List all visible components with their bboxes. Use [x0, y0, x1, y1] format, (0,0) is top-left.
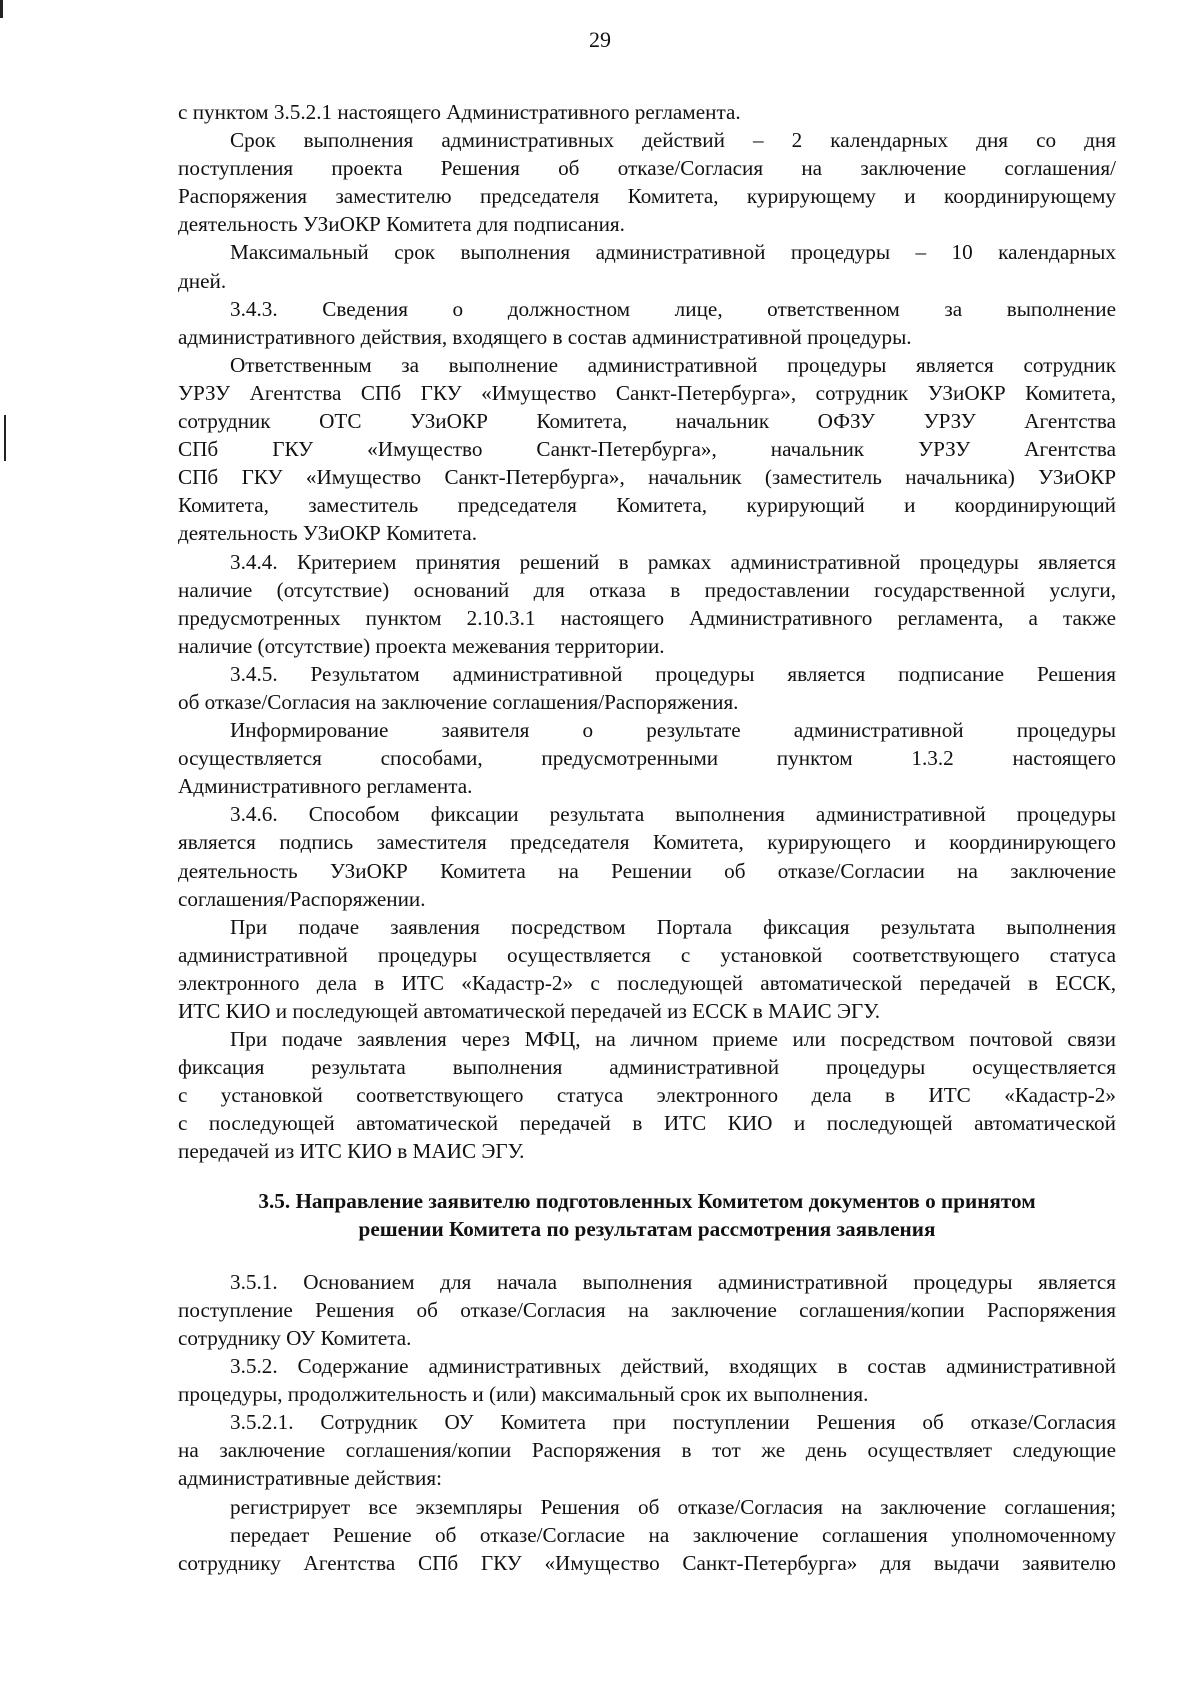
heading-line: решении Комитета по результатам рассмотрения заявления	[358, 1216, 936, 1241]
text-line: об отказе/Согласия на заключение соглашения/Распоряжения.	[178, 689, 739, 714]
text-line: сотруднику ОУ Комитета.	[178, 1325, 412, 1350]
text-line: УРЗУ Агентства СПб ГКУ «Имущество Санкт-Петербурга», сотрудник УЗиОКР Комитета,	[178, 380, 1116, 405]
paragraph	[178, 1352, 1116, 1408]
scan-artifact-left	[4, 415, 6, 461]
text-line: Максимальный срок выполнения административной процедуры – 10 календарных	[230, 240, 1116, 265]
paragraph	[178, 548, 1116, 660]
text-line: с установкой соответствующего статуса электронного дела в ИТС «Кадастр-2»	[178, 1083, 1116, 1108]
text-line: административной процедуры осуществляется с установкой соответствующего статуса	[178, 942, 1116, 967]
paragraph	[178, 1493, 1116, 1521]
text-line: фиксация результата выполнения административной процедуры осуществляется	[178, 1055, 1116, 1080]
text-line: электронного дела в ИТС «Кадастр-2» с последующей автоматической передачей в ЕССК,	[178, 970, 1116, 995]
text-line: Срок выполнения административных действий – 2 календарных дня со дня	[230, 128, 1116, 153]
text-line: 3.4.4. Критерием принятия решений в рамках административной процедуры является	[230, 549, 1116, 574]
text-line: При подаче заявления через МФЦ, на личном приеме или посредством почтовой связи	[230, 1027, 1116, 1052]
paragraph	[178, 800, 1116, 912]
text-line: регистрирует все экземпляры Решения об отказе/Согласия на заключение соглашения;	[230, 1494, 1116, 1519]
text-line: наличие (отсутствие) оснований для отказа в предоставлении государственной услуги,	[178, 577, 1116, 602]
text-line: Ответственным за выполнение административной процедуры является сотрудник	[230, 352, 1116, 377]
text-line: деятельность УЗиОКР Комитета для подписания.	[178, 212, 625, 237]
page-number: 29	[589, 27, 611, 52]
text-line: деятельность УЗиОКР Комитета на Решении об отказе/Согласии на заключение	[178, 858, 1116, 883]
section-heading	[178, 1187, 1116, 1243]
text-line: При подаче заявления посредством Портала фиксация результата выполнения	[230, 914, 1116, 939]
paragraph	[178, 295, 1116, 351]
text-line: административного действия, входящего в состав административной процедуры.	[178, 324, 912, 349]
text-line: предусмотренных пунктом 2.10.3.1 настоящего Административного регламента, а также	[178, 605, 1116, 630]
text-line: СПб ГКУ «Имущество Санкт-Петербурга», начальник (заместитель начальника) УЗиОКР	[178, 465, 1116, 490]
text-line: 3.5.2. Содержание административных действий, входящих в состав административной	[230, 1354, 1116, 1379]
text-line: административные действия:	[178, 1466, 443, 1491]
text-line: с последующей автоматической передачей в ИТС КИО и последующей автоматической	[178, 1111, 1116, 1136]
text-line: поступления проекта Решения об отказе/Согласия на заключение соглашения/	[178, 156, 1116, 181]
heading-line: 3.5. Направление заявителю подготовленных Комитетом документов о принятом	[258, 1188, 1036, 1213]
text-line: деятельность УЗиОКР Комитета.	[178, 521, 477, 546]
text-line: на заключение соглашения/копии Распоряжения в тот же день осуществляет следующие	[178, 1438, 1116, 1463]
text-line: является подпись заместителя председателя Комитета, курирующего и координирующего	[178, 830, 1116, 855]
text-line: СПб ГКУ «Имущество Санкт-Петербурга», начальник УРЗУ Агентства	[178, 437, 1116, 462]
paragraph	[178, 98, 1116, 126]
text-line: сотрудник ОТС УЗиОКР Комитета, начальник ОФЗУ УРЗУ Агентства	[178, 409, 1116, 434]
text-line: осуществляется способами, предусмотренными пунктом 1.3.2 настоящего	[178, 746, 1116, 771]
paragraph	[178, 1521, 1116, 1577]
text-line: 3.4.3. Сведения о должностном лице, ответственном за выполнение	[230, 296, 1116, 321]
text-line: соглашения/Распоряжении.	[178, 886, 426, 911]
text-line: поступление Решения об отказе/Согласия на заключение соглашения/копии Распоряжения	[178, 1297, 1116, 1322]
text-line: передачей из ИТС КИО в МАИС ЭГУ.	[178, 1139, 525, 1164]
paragraph	[178, 1408, 1116, 1492]
text-line: 3.5.2.1. Сотрудник ОУ Комитета при поступлении Решения об отказе/Согласия	[230, 1410, 1116, 1435]
paragraph	[178, 1025, 1116, 1165]
paragraph	[178, 716, 1116, 800]
scan-artifact-top	[0, 0, 3, 18]
paragraph	[178, 126, 1116, 238]
text-line: наличие (отсутствие) проекта межевания территории.	[178, 633, 665, 658]
text-line: 3.5.1. Основанием для начала выполнения административной процедуры является	[230, 1269, 1116, 1294]
text-line: передает Решение об отказе/Согласие на заключение соглашения уполномоченному	[230, 1522, 1116, 1547]
text-line: процедуры, продолжительность и (или) максимальный срок их выполнения.	[178, 1382, 869, 1407]
text-line: Комитета, заместитель председателя Комитета, курирующий и координирующий	[178, 493, 1116, 518]
text-line: Распоряжения заместителю председателя Комитета, курирующему и координирующему	[178, 184, 1116, 209]
paragraph	[178, 913, 1116, 1025]
text-line: с пунктом 3.5.2.1 настоящего Административного регламента.	[178, 100, 741, 124]
text-line: 3.4.6. Способом фиксации результата выполнения административной процедуры	[230, 802, 1116, 827]
text-line: ИТС КИО и последующей автоматической передачей из ЕССК в МАИС ЭГУ.	[178, 999, 881, 1023]
text-line: 3.4.5. Результатом административной процедуры является подписание Решения	[230, 661, 1116, 686]
paragraph	[178, 660, 1116, 716]
text-line: Информирование заявителя о результате административной процедуры	[230, 718, 1116, 743]
text-line: Административного регламента.	[178, 774, 473, 799]
paragraph	[178, 351, 1116, 548]
paragraph	[178, 1268, 1116, 1352]
text-line: дней.	[178, 268, 227, 293]
paragraph	[178, 238, 1116, 294]
document-body	[178, 98, 1116, 1577]
text-line: сотруднику Агентства СПб ГКУ «Имущество Санкт-Петербурга» для выдачи заявителю	[178, 1550, 1116, 1575]
